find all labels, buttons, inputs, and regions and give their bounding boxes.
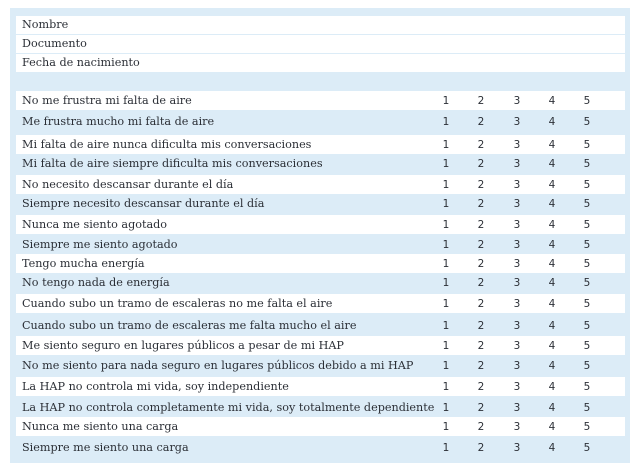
rating-option-3[interactable]: 3 [513, 94, 521, 107]
rating-option-3[interactable]: 3 [513, 115, 521, 128]
rating-option-5[interactable]: 5 [583, 197, 591, 210]
rating-option-5[interactable]: 5 [583, 115, 591, 128]
header-field-label: Nombre [22, 18, 69, 32]
header-field-row[interactable] [16, 16, 625, 34]
rating-option-1[interactable]: 1 [442, 441, 450, 454]
rating-option-2[interactable]: 2 [477, 339, 485, 352]
rating-option-3[interactable]: 3 [513, 420, 521, 433]
rating-option-3[interactable]: 3 [513, 138, 521, 151]
questionnaire-item [16, 175, 625, 194]
rating-option-2[interactable]: 2 [477, 257, 485, 270]
rating-option-1[interactable]: 1 [442, 138, 450, 151]
rating-option-1[interactable]: 1 [442, 115, 450, 128]
rating-scale [16, 135, 625, 154]
questionnaire-item [16, 417, 625, 436]
rating-option-1[interactable]: 1 [442, 218, 450, 231]
rating-option-4[interactable]: 4 [548, 441, 556, 454]
item-statement: Siempre me siento agotado [22, 237, 178, 251]
rating-option-2[interactable]: 2 [477, 420, 485, 433]
rating-option-5[interactable]: 5 [583, 420, 591, 433]
item-statement: No tengo nada de energía [22, 275, 170, 289]
rating-option-1[interactable]: 1 [442, 276, 450, 289]
rating-option-4[interactable]: 4 [548, 380, 556, 393]
questionnaire-item [16, 215, 625, 234]
rating-option-4[interactable]: 4 [548, 178, 556, 191]
rating-option-5[interactable]: 5 [583, 319, 591, 332]
rating-option-5[interactable]: 5 [583, 380, 591, 393]
rating-option-5[interactable]: 5 [583, 297, 591, 310]
questionnaire-item [16, 438, 625, 457]
rating-option-5[interactable]: 5 [583, 257, 591, 270]
rating-option-3[interactable]: 3 [513, 197, 521, 210]
rating-option-1[interactable]: 1 [442, 339, 450, 352]
item-statement: Siempre necesito descansar durante el día [22, 196, 265, 210]
rating-option-5[interactable]: 5 [583, 157, 591, 170]
rating-option-1[interactable]: 1 [442, 297, 450, 310]
questionnaire-form [10, 8, 630, 463]
rating-option-3[interactable]: 3 [513, 157, 521, 170]
questionnaire-item [16, 294, 625, 313]
header-field-row[interactable] [16, 54, 625, 72]
item-statement: Tengo mucha energía [22, 256, 145, 270]
rating-option-3[interactable]: 3 [513, 178, 521, 191]
rating-option-3[interactable]: 3 [513, 380, 521, 393]
rating-option-5[interactable]: 5 [583, 94, 591, 107]
rating-option-1[interactable]: 1 [442, 401, 450, 414]
item-statement: Cuando subo un tramo de escaleras me falta mucho el aire [22, 318, 357, 332]
rating-option-4[interactable]: 4 [548, 359, 556, 372]
rating-option-1[interactable]: 1 [442, 178, 450, 191]
item-statement: Me siento seguro en lugares públicos a pesar de mi HAP [22, 338, 344, 352]
rating-scale [16, 417, 625, 436]
rating-option-4[interactable]: 4 [548, 197, 556, 210]
item-statement: Cuando subo un tramo de escaleras no me falta el aire [22, 296, 333, 310]
rating-option-4[interactable]: 4 [548, 138, 556, 151]
rating-option-2[interactable]: 2 [477, 401, 485, 414]
rating-option-5[interactable]: 5 [583, 178, 591, 191]
item-statement: No me siento para nada seguro en lugares públicos debido a mi HAP [22, 358, 414, 372]
rating-scale [16, 194, 625, 213]
header-field-row[interactable] [16, 35, 625, 53]
rating-scale [16, 112, 625, 131]
questionnaire-item [16, 273, 625, 292]
rating-option-1[interactable]: 1 [442, 94, 450, 107]
rating-option-4[interactable]: 4 [548, 319, 556, 332]
item-statement: No me frustra mi falta de aire [22, 93, 192, 107]
spacer-row [16, 73, 625, 91]
rating-option-2[interactable]: 2 [477, 115, 485, 128]
rating-scale [16, 438, 625, 457]
rating-option-2[interactable]: 2 [477, 359, 485, 372]
rating-option-2[interactable]: 2 [477, 197, 485, 210]
rating-option-3[interactable]: 3 [513, 257, 521, 270]
questionnaire-item [16, 356, 625, 375]
rating-scale [16, 254, 625, 273]
rating-option-4[interactable]: 4 [548, 420, 556, 433]
rating-option-2[interactable]: 2 [477, 297, 485, 310]
rating-scale [16, 215, 625, 234]
rating-option-2[interactable]: 2 [477, 94, 485, 107]
rating-option-4[interactable]: 4 [548, 297, 556, 310]
rating-option-4[interactable]: 4 [548, 401, 556, 414]
questionnaire-item [16, 135, 625, 154]
item-statement: La HAP no controla completamente mi vida, soy totalmente dependiente [22, 400, 435, 414]
rating-option-4[interactable]: 4 [548, 157, 556, 170]
rating-scale [16, 356, 625, 375]
rating-option-4[interactable]: 4 [548, 94, 556, 107]
questionnaire-item [16, 377, 625, 396]
rating-option-2[interactable]: 2 [477, 380, 485, 393]
item-statement: La HAP no controla mi vida, soy independiente [22, 379, 289, 393]
rating-option-1[interactable]: 1 [442, 359, 450, 372]
questionnaire-item [16, 154, 625, 173]
rating-option-2[interactable]: 2 [477, 178, 485, 191]
questionnaire-item [16, 91, 625, 110]
rating-option-1[interactable]: 1 [442, 238, 450, 251]
rating-option-5[interactable]: 5 [583, 218, 591, 231]
header-field-label: Fecha de nacimiento [22, 56, 140, 70]
rating-option-4[interactable]: 4 [548, 115, 556, 128]
rating-option-1[interactable]: 1 [442, 257, 450, 270]
rating-option-3[interactable]: 3 [513, 359, 521, 372]
rating-scale [16, 316, 625, 335]
rating-option-2[interactable]: 2 [477, 138, 485, 151]
rating-option-1[interactable]: 1 [442, 157, 450, 170]
rating-option-3[interactable]: 3 [513, 238, 521, 251]
rating-option-3[interactable]: 3 [513, 276, 521, 289]
item-statement: No necesito descansar durante el día [22, 177, 234, 191]
rating-option-5[interactable]: 5 [583, 276, 591, 289]
rating-option-5[interactable]: 5 [583, 359, 591, 372]
rating-option-2[interactable]: 2 [477, 218, 485, 231]
rating-option-2[interactable]: 2 [477, 238, 485, 251]
rating-option-4[interactable]: 4 [548, 276, 556, 289]
rating-option-1[interactable]: 1 [442, 380, 450, 393]
rating-option-2[interactable]: 2 [477, 157, 485, 170]
rating-option-4[interactable]: 4 [548, 238, 556, 251]
rating-scale [16, 175, 625, 194]
rating-option-4[interactable]: 4 [548, 339, 556, 352]
rating-option-5[interactable]: 5 [583, 401, 591, 414]
rating-option-2[interactable]: 2 [477, 319, 485, 332]
item-statement: Mi falta de aire nunca dificulta mis conversaciones [22, 137, 312, 151]
rating-option-1[interactable]: 1 [442, 420, 450, 433]
rating-scale [16, 294, 625, 313]
item-statement: Mi falta de aire siempre dificulta mis conversaciones [22, 156, 323, 170]
questionnaire-item [16, 316, 625, 335]
rating-option-4[interactable]: 4 [548, 218, 556, 231]
header-field-label: Documento [22, 37, 87, 51]
rating-option-3[interactable]: 3 [513, 319, 521, 332]
rating-option-4[interactable]: 4 [548, 257, 556, 270]
item-statement: Nunca me siento una carga [22, 419, 179, 433]
item-statement: Nunca me siento agotado [22, 217, 168, 231]
rating-option-2[interactable]: 2 [477, 276, 485, 289]
rating-option-2[interactable]: 2 [477, 441, 485, 454]
rating-option-3[interactable]: 3 [513, 401, 521, 414]
questionnaire-item [16, 112, 625, 131]
rating-option-3[interactable]: 3 [513, 339, 521, 352]
rating-option-5[interactable]: 5 [583, 441, 591, 454]
item-statement: Siempre me siento una carga [22, 440, 189, 454]
rating-option-5[interactable]: 5 [583, 238, 591, 251]
questionnaire-item [16, 398, 625, 417]
rating-option-5[interactable]: 5 [583, 339, 591, 352]
rating-option-1[interactable]: 1 [442, 319, 450, 332]
rating-scale [16, 273, 625, 292]
rating-option-3[interactable]: 3 [513, 441, 521, 454]
rating-option-1[interactable]: 1 [442, 197, 450, 210]
rating-option-3[interactable]: 3 [513, 297, 521, 310]
rating-option-5[interactable]: 5 [583, 138, 591, 151]
rating-scale [16, 235, 625, 254]
item-statement: Me frustra mucho mi falta de aire [22, 114, 215, 128]
questionnaire-item [16, 235, 625, 254]
rating-option-3[interactable]: 3 [513, 218, 521, 231]
rating-scale [16, 154, 625, 173]
questionnaire-item [16, 336, 625, 355]
rating-scale [16, 91, 625, 110]
questionnaire-item [16, 194, 625, 213]
rating-scale [16, 336, 625, 355]
rating-scale [16, 398, 625, 417]
rating-scale [16, 377, 625, 396]
questionnaire-item [16, 254, 625, 273]
